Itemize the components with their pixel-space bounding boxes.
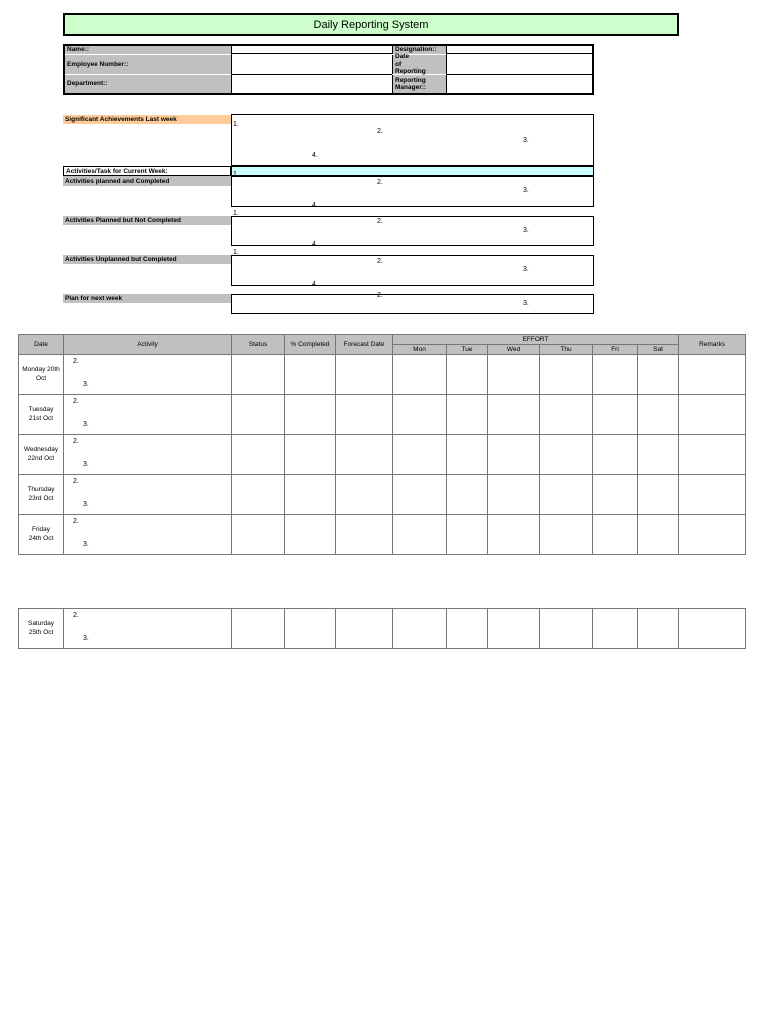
effort-mon-cell[interactable]	[393, 475, 447, 515]
header-effort: EFFORT	[393, 335, 679, 345]
percent-cell[interactable]	[285, 435, 336, 475]
activity-cell[interactable]	[64, 395, 232, 435]
effort-thu-cell[interactable]	[540, 435, 593, 475]
activity-item-2: 2.	[73, 612, 79, 619]
reporting-manager-label-line1: Reporting	[395, 76, 426, 84]
plan-next-week-item-3: 3.	[523, 300, 529, 307]
effort-wed-cell[interactable]	[488, 435, 540, 475]
reporting-manager-field[interactable]	[446, 75, 592, 93]
effort-wed-cell[interactable]	[488, 515, 540, 555]
unplanned-completed-label: Activities Unplanned but Completed	[63, 255, 231, 264]
activities-header-bar	[231, 166, 594, 176]
effort-thu-cell[interactable]	[540, 395, 593, 435]
effort-fri-cell[interactable]	[593, 515, 638, 555]
department-label: Department::	[65, 75, 231, 93]
activity-item-2: 2.	[73, 358, 79, 365]
status-cell[interactable]	[232, 515, 285, 555]
header-date: Date	[19, 335, 64, 355]
activity-cell[interactable]	[64, 609, 232, 649]
activity-item-2: 2.	[73, 438, 79, 445]
activity-cell[interactable]	[64, 435, 232, 475]
status-cell[interactable]	[232, 355, 285, 395]
name-field[interactable]	[231, 46, 392, 54]
remarks-cell[interactable]	[679, 355, 746, 395]
effort-fri-cell[interactable]	[593, 395, 638, 435]
status-cell[interactable]	[232, 435, 285, 475]
effort-sat-cell[interactable]	[638, 515, 679, 555]
planned-completed-item-4: 4.	[312, 202, 318, 209]
row-date-line1: Wednesday	[23, 446, 59, 454]
achievements-item-1: 1.	[233, 121, 239, 128]
effort-tue-cell[interactable]	[447, 515, 488, 555]
planned-completed-box[interactable]	[231, 176, 594, 207]
effort-tue-cell[interactable]	[447, 395, 488, 435]
table-row	[19, 395, 746, 435]
date-of-reporting-label	[392, 55, 446, 74]
row-date-line2: 25th Oct	[28, 628, 54, 636]
percent-cell[interactable]	[285, 475, 336, 515]
header-remarks: Remarks	[679, 335, 746, 355]
row-date-line1: Saturday	[27, 620, 55, 628]
saturday-table	[18, 608, 746, 649]
row-date-line1: Friday	[31, 526, 51, 534]
row-date	[19, 609, 64, 649]
planned-completed-item-1: 1.	[233, 171, 239, 178]
percent-cell[interactable]	[285, 355, 336, 395]
activity-item-3: 3.	[83, 635, 89, 642]
plan-next-week-item-2: 2.	[377, 292, 383, 299]
plan-next-week-box[interactable]	[231, 294, 594, 314]
effort-wed-cell[interactable]	[488, 355, 540, 395]
planned-completed-label: Activities planned and Completed	[63, 176, 231, 186]
table-row	[19, 355, 746, 395]
employee-number-label: Employee Number::	[65, 55, 231, 74]
unplanned-completed-item-3: 3.	[523, 266, 529, 273]
plan-next-week-label: Plan for next week	[63, 294, 231, 303]
table-row	[19, 609, 746, 649]
effort-thu-cell[interactable]	[540, 609, 593, 649]
activity-item-2: 2.	[73, 398, 79, 405]
planned-not-completed-item-3: 3.	[523, 227, 529, 234]
table-row	[19, 475, 746, 515]
row-date-line2: 23rd Oct	[28, 494, 54, 502]
header-day-fri: Fri	[593, 345, 638, 355]
planned-not-completed-box[interactable]	[231, 216, 594, 246]
effort-sat-cell[interactable]	[638, 355, 679, 395]
planned-not-completed-item-4: 4.	[312, 241, 318, 248]
remarks-cell[interactable]	[679, 515, 746, 555]
activity-cell[interactable]	[64, 515, 232, 555]
achievements-box[interactable]	[231, 114, 594, 166]
achievements-label: Significant Achievements Last week	[63, 115, 231, 124]
planned-completed-item-2: 2.	[377, 179, 383, 186]
activity-item-3: 3.	[83, 421, 89, 428]
activity-item-2: 2.	[73, 518, 79, 525]
effort-mon-cell[interactable]	[393, 515, 447, 555]
forecast-cell[interactable]	[336, 435, 393, 475]
header-forecast-date: Forecast Date	[336, 335, 393, 355]
forecast-cell[interactable]	[336, 475, 393, 515]
designation-field[interactable]	[446, 46, 592, 54]
effort-thu-cell[interactable]	[540, 355, 593, 395]
department-field[interactable]	[231, 75, 392, 93]
date-of-reporting-field[interactable]	[446, 54, 592, 75]
effort-sat-cell[interactable]	[638, 395, 679, 435]
date-of-reporting-label-line2: Reporting	[395, 68, 426, 76]
achievements-item-4: 4.	[312, 152, 318, 159]
effort-thu-cell[interactable]	[540, 475, 593, 515]
forecast-cell[interactable]	[336, 609, 393, 649]
row-date	[19, 515, 64, 555]
row-date	[19, 475, 64, 515]
status-cell[interactable]	[232, 609, 285, 649]
planned-not-completed-label: Activities Planned but Not Completed	[63, 216, 231, 225]
planned-completed-item-3: 3.	[523, 187, 529, 194]
reporting-manager-label	[392, 75, 446, 93]
row-date-line2: 24th Oct	[28, 534, 54, 542]
percent-cell[interactable]	[285, 609, 336, 649]
effort-sat-cell[interactable]	[638, 475, 679, 515]
activity-item-3: 3.	[83, 381, 89, 388]
activity-item-3: 3.	[83, 501, 89, 508]
row-date	[19, 395, 64, 435]
header-activity: Activity	[64, 335, 232, 355]
percent-cell[interactable]	[285, 515, 336, 555]
forecast-cell[interactable]	[336, 355, 393, 395]
remarks-cell[interactable]	[679, 609, 746, 649]
table-row	[19, 435, 746, 475]
weekly-log-table	[18, 334, 746, 555]
name-label: Name::	[65, 46, 231, 54]
forecast-cell[interactable]	[336, 395, 393, 435]
achievements-item-2: 2.	[377, 128, 383, 135]
effort-tue-cell[interactable]	[447, 609, 488, 649]
row-date-line2: Oct	[35, 374, 47, 382]
page-title: Daily Reporting System	[63, 13, 679, 36]
header-day-wed: Wed	[488, 345, 540, 355]
effort-mon-cell[interactable]	[393, 435, 447, 475]
activity-cell[interactable]	[64, 475, 232, 515]
effort-fri-cell[interactable]	[593, 355, 638, 395]
effort-thu-cell[interactable]	[540, 515, 593, 555]
header-percent-completed: % Completed	[285, 335, 336, 355]
effort-mon-cell[interactable]	[393, 355, 447, 395]
activity-cell[interactable]	[64, 355, 232, 395]
activity-item-3: 3.	[83, 461, 89, 468]
planned-not-completed-item-1: 1.	[233, 210, 239, 217]
effort-fri-cell[interactable]	[593, 609, 638, 649]
reporting-manager-label-line2: Manager::	[395, 84, 427, 91]
effort-wed-cell[interactable]	[488, 475, 540, 515]
remarks-cell[interactable]	[679, 475, 746, 515]
date-of-reporting-label-line1: Date of	[395, 53, 410, 68]
unplanned-completed-item-1: 1.	[233, 249, 239, 256]
planned-not-completed-item-2: 2.	[377, 218, 383, 225]
achievements-item-3: 3.	[523, 137, 529, 144]
effort-tue-cell[interactable]	[447, 435, 488, 475]
table-row	[19, 515, 746, 555]
employee-number-field[interactable]	[231, 54, 392, 75]
remarks-cell[interactable]	[679, 435, 746, 475]
percent-cell[interactable]	[285, 395, 336, 435]
effort-tue-cell[interactable]	[447, 475, 488, 515]
header-day-thu: Thu	[540, 345, 593, 355]
row-date	[19, 435, 64, 475]
effort-fri-cell[interactable]	[593, 475, 638, 515]
effort-mon-cell[interactable]	[393, 609, 447, 649]
activity-item-2: 2.	[73, 478, 79, 485]
header-day-sat: Sat	[638, 345, 679, 355]
unplanned-completed-item-4: 4.	[312, 281, 318, 288]
forecast-cell[interactable]	[336, 515, 393, 555]
status-cell[interactable]	[232, 395, 285, 435]
unplanned-completed-item-2: 2.	[377, 258, 383, 265]
row-date-line1: Tuesday	[28, 406, 54, 414]
effort-mon-cell[interactable]	[393, 395, 447, 435]
effort-wed-cell[interactable]	[488, 609, 540, 649]
effort-wed-cell[interactable]	[488, 395, 540, 435]
row-date-line2: 22nd Oct	[27, 454, 55, 462]
row-date-line1: Monday 20th	[22, 366, 60, 374]
header-day-tue: Tue	[447, 345, 488, 355]
effort-fri-cell[interactable]	[593, 435, 638, 475]
activities-header-label: Activities/Task for Current Week:	[63, 166, 231, 176]
row-date	[19, 355, 64, 395]
unplanned-completed-box[interactable]	[231, 255, 594, 286]
row-date-line2: 21st Oct	[28, 414, 54, 422]
row-date-line1: Thursday	[27, 486, 55, 494]
effort-sat-cell[interactable]	[638, 609, 679, 649]
header-day-mon: Mon	[393, 345, 447, 355]
designation-label: Designation::	[392, 46, 446, 54]
remarks-cell[interactable]	[679, 395, 746, 435]
effort-sat-cell[interactable]	[638, 435, 679, 475]
header-status: Status	[232, 335, 285, 355]
activity-item-3: 3.	[83, 541, 89, 548]
effort-tue-cell[interactable]	[447, 355, 488, 395]
status-cell[interactable]	[232, 475, 285, 515]
